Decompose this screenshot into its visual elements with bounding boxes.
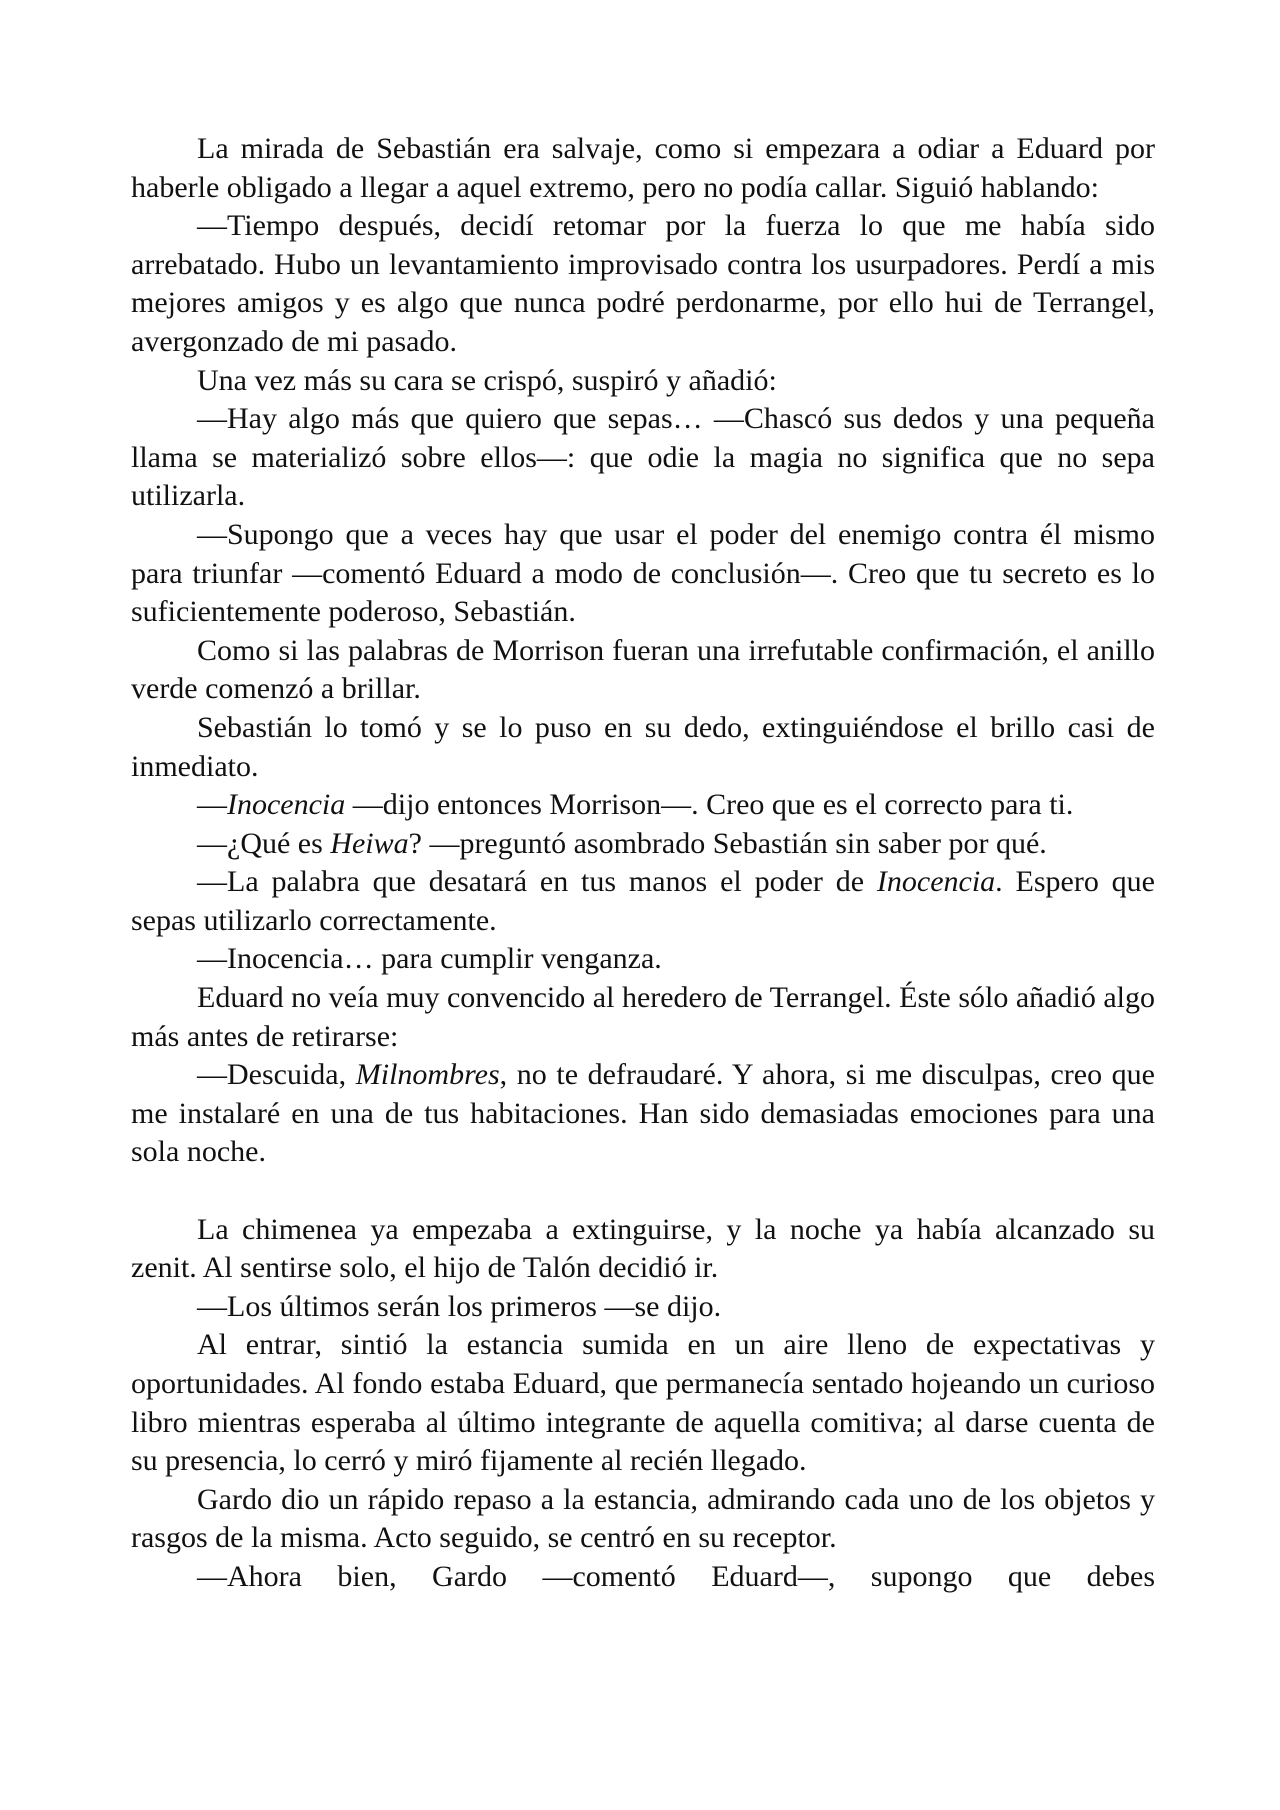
section-break (131, 1172, 1155, 1211)
text-run: —Inocencia… para cumplir venganza. (197, 942, 662, 976)
paragraph (131, 207, 1155, 361)
text-run: La mirada de Sebastián era salvaje, como si empezara a odiar a Eduard por haberle obligado a llegar a aquel extremo, pero no podía callar. Siguió hablando: (131, 132, 1155, 204)
italic-text: Heiwa (330, 826, 409, 860)
italic-text: Inocencia (876, 865, 996, 899)
paragraph (131, 709, 1155, 786)
text-run: Una vez más su cara se crispó, suspiró y añadió: (197, 363, 777, 397)
text-run: Gardo dio un rápido repaso a la estancia, admirando cada uno de los objetos y rasgos de la misma. Acto seguido, se centró en su receptor. (131, 1482, 1155, 1555)
text-run: —dijo entonces Morrison—. Creo que es el correcto para ti. (345, 788, 1074, 822)
text-run: —Los últimos serán los primeros —se dijo. (197, 1289, 722, 1323)
italic-text: Inocencia (227, 788, 346, 822)
paragraph (131, 863, 1155, 940)
paragraph (131, 1211, 1155, 1288)
paragraph (131, 516, 1155, 632)
italic-text: Milnombres (355, 1058, 500, 1092)
text-run: —La palabra que desatará en tus manos el poder de (197, 865, 877, 899)
paragraph (131, 400, 1155, 516)
text-run: —¿Qué es (197, 826, 331, 860)
paragraph (131, 632, 1155, 709)
text-section-2 (131, 1211, 1155, 1597)
paragraph (131, 1558, 1155, 1597)
text-run: —Supongo que a veces hay que usar el poder del enemigo contra él mismo para triunfar —comentó Eduard a modo de conclusión—. Creo que tu secreto es lo suficientemente poderoso, Sebastián. (131, 517, 1155, 629)
paragraph (131, 1288, 1155, 1327)
text-section-1 (131, 130, 1155, 1172)
text-run: La chimenea ya empezaba a extinguirse, y la noche ya había alcanzado su zenit. Al sentirse solo, el hijo de Talón decidió ir. (131, 1212, 1155, 1285)
text-run: ? —preguntó asombrado Sebastián sin saber por qué. (408, 826, 1047, 860)
text-run: Eduard no veía muy convencido al heredero de Terrangel. Éste sólo añadió algo más antes de retirarse: (131, 981, 1155, 1053)
text-run: —Tiempo después, decidí retomar por la fuerza lo que me había sido arrebatado. Hubo un levantamiento improvisado contra los usurpadores. Perdí a mis mejores amigos y es algo que nunca podré perdonarme, por ello hui de Terrangel, avergonzado de mi pasado. (131, 209, 1155, 358)
text-run: . Espero que sepas utilizarlo correctamente. (131, 865, 1155, 937)
paragraph (131, 1056, 1155, 1172)
paragraph (131, 825, 1155, 864)
text-run: —Ahora bien, Gardo —comentó Eduard—, supongo que debes (197, 1559, 1155, 1593)
text-run: — (197, 788, 227, 822)
paragraph (131, 786, 1155, 825)
paragraph (131, 1481, 1155, 1558)
paragraph (131, 362, 1155, 401)
text-run: —Hay algo más que quiero que sepas… —Chascó sus dedos y una pequeña llama se materializó sobre ellos—: que odie la magia no significa que no sepa utilizarla. (131, 402, 1155, 513)
paragraph (131, 940, 1155, 979)
paragraph (131, 979, 1155, 1056)
text-run: —Descuida, (197, 1058, 356, 1092)
text-run: , no te defraudaré. Y ahora, si me disculpas, creo que me instalaré en una de tus habitaciones. Han sido demasiadas emociones para una sola noche. (131, 1058, 1155, 1169)
paragraph (131, 1326, 1155, 1480)
paragraph (131, 130, 1155, 207)
text-run: Sebastián lo tomó y se lo puso en su dedo, extinguiéndose el brillo casi de inmediato. (131, 710, 1155, 783)
text-run: Al entrar, sintió la estancia sumida en un aire lleno de expectativas y oportunidades. Al fondo estaba Eduard, que permanecía sentado hojeando un curioso libro mientras esperaba al último integrante de aquella comitiva; al darse cuenta de su presencia, lo cerró y miró fijamente al recién llegado. (131, 1328, 1155, 1478)
book-page (131, 130, 1155, 1597)
text-run: Como si las palabras de Morrison fueran una irrefutable confirmación, el anillo verde comenzó a brillar. (131, 633, 1155, 706)
